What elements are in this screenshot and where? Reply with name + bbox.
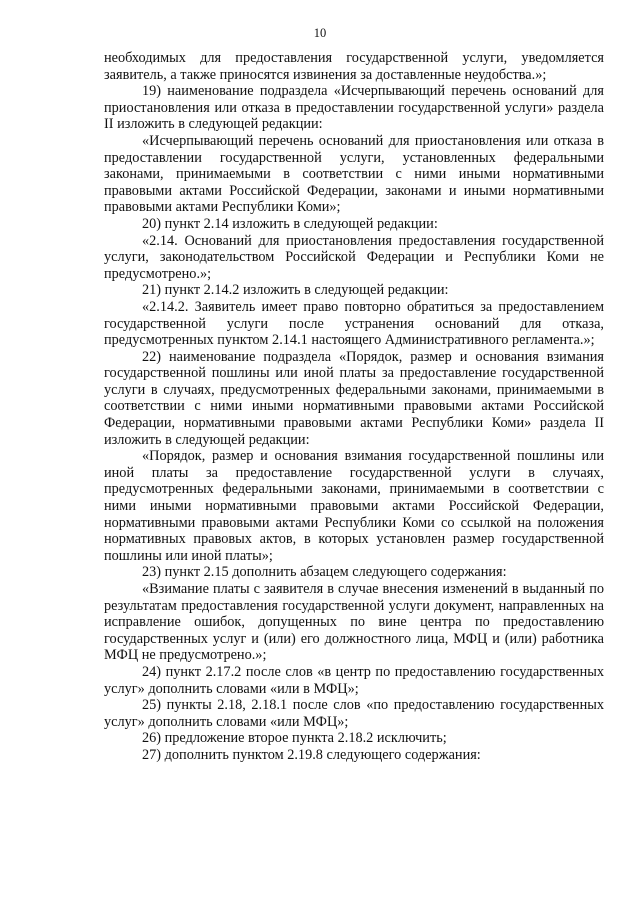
paragraph-item-23-quote: «Взимание платы с заявителя в случае внесения изменений в выданный по результатам предоставления государственной услуги документ, направленных на исправление ошибок, допущенных по вине центра по предоставлению государственных услуг и (или) его должностного лица, МФЦ и (или) работника МФЦ не предусмотрено.»; xyxy=(104,581,604,664)
paragraph-continuation: необходимых для предоставления государственной услуги, уведомляется заявитель, а также приносятся извинения за доставленные неудобства.»; xyxy=(104,50,604,83)
paragraph-item-26: 26) предложение второе пункта 2.18.2 исключить; xyxy=(142,730,447,747)
document-body xyxy=(104,50,604,764)
paragraph-item-20-quote: «2.14. Оснований для приостановления предоставления государственной услуги, законодательством Российской Федерации и Республики Коми не предусмотрено.»; xyxy=(104,232,604,282)
paragraph-item-21: 21) пункт 2.14.2 изложить в следующей редакции: xyxy=(142,282,449,299)
paragraph-item-22: 22) наименование подраздела «Порядок, размер и основания взимания государственной пошлины или иной платы за предоставление государственной услуги в случаях, предусмотренных федеральными законами, принимаемыми в соответствии с ними иными нормативными правовыми актами Российской Федерации, нормативными правовыми актами Республики Коми» раздела II изложить в следующей редакции: xyxy=(104,348,604,448)
paragraph-item-24: 24) пункт 2.17.2 после слов «в центр по предоставлению государственных услуг» дополнить словами «или в МФЦ»; xyxy=(104,663,604,697)
page-number: 10 xyxy=(313,26,327,40)
paragraph-item-20: 20) пункт 2.14 изложить в следующей редакции: xyxy=(142,215,438,232)
paragraph-item-25: 25) пункты 2.18, 2.18.1 после слов «по предоставлению государственных услуг» дополнить словами «или МФЦ»; xyxy=(104,697,604,730)
paragraph-item-19: 19) наименование подраздела «Исчерпывающий перечень оснований для приостановления или отказа в предоставлении государственной услуги» раздела II изложить в следующей редакции: xyxy=(104,83,604,133)
paragraph-item-27: 27) дополнить пунктом 2.19.8 следующего содержания: xyxy=(142,746,481,763)
paragraph-item-19-quote: «Исчерпывающий перечень оснований для приостановления или отказа в предоставлении государственной услуги, установленных федеральными законами, принимаемыми в соответствии с ними иными нормативными правовыми актами Российской Федерации, законами и иными нормативными правовыми актами Республики Коми»; xyxy=(104,132,604,216)
paragraph-item-23: 23) пункт 2.15 дополнить абзацем следующего содержания: xyxy=(142,564,507,581)
paragraph-item-22-quote: «Порядок, размер и основания взимания государственной пошлины или иной платы за предоставление государственной услуги в случаях, предусмотренных федеральными законами, принимаемыми в соответствии с ними иными нормативными правовыми актами Российской Федерации, нормативными правовыми актами Республики Коми со ссылкой на положения нормативных правовых актов, в которых установлен размер государственной пошлины или иной платы»; xyxy=(104,448,604,564)
paragraph-item-21-quote: «2.14.2. Заявитель имеет право повторно обратиться за предоставлением государственной услуги после устранения оснований для отказа, предусмотренных пунктом 2.14.1 настоящего Административного регламента.»; xyxy=(104,298,604,349)
